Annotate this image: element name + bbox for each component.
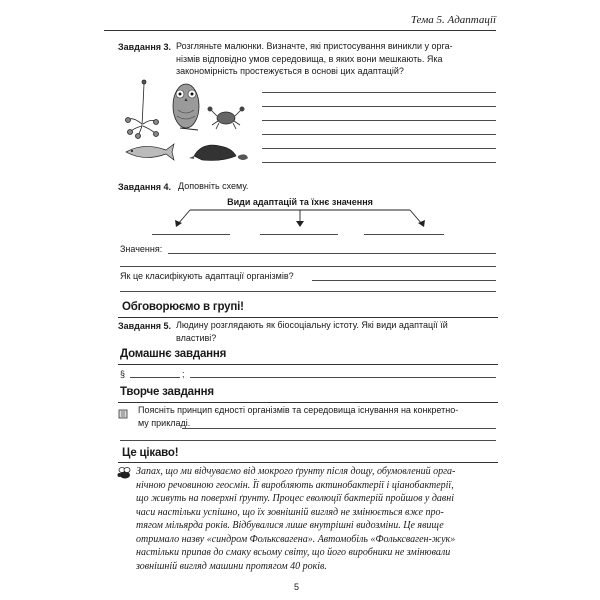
section-rule <box>118 402 498 403</box>
header-rule <box>104 30 496 31</box>
homework-semicolon: ; <box>182 369 185 379</box>
interesting-heading: Це цікаво! <box>122 447 179 459</box>
mole-icon <box>189 145 248 160</box>
interesting-line: зовнішній вигляд машини протягом 40 років. <box>136 560 327 572</box>
interesting-line: Запах, що ми відчуваємо від мокрого ґрунту після дощу, обумовлений орга- <box>136 466 456 477</box>
scheme-blank-right[interactable] <box>364 234 444 235</box>
section-rule <box>118 364 498 365</box>
owl-icon <box>173 84 199 130</box>
answer-line[interactable] <box>262 134 496 135</box>
task3-text <box>176 40 496 78</box>
task3-line: закономірність простежується в основі цих адаптацій? <box>176 66 404 76</box>
creative-text <box>138 404 498 429</box>
task5-line: властиві? <box>176 332 217 343</box>
creative-line: Поясніть принцип єдності організмів та середовища існування на конкретно- <box>138 405 459 415</box>
interesting-line: що живуть на поверхні ґрунту. Процес еволюції бактерій пройшов у давні <box>136 493 455 504</box>
page-header <box>0 0 600 38</box>
paragraph-sign: § <box>120 369 126 379</box>
task3-line: Розгляньте малюнки. Визначте, які пристосування виникли у орга- <box>176 41 453 51</box>
scheme-arrows <box>150 208 450 232</box>
answer-line[interactable] <box>182 428 496 429</box>
answer-line[interactable] <box>262 106 496 107</box>
answer-line[interactable] <box>312 280 496 281</box>
homework-paragraph-blank[interactable] <box>130 377 180 378</box>
fish-icon <box>126 144 174 160</box>
book-icon <box>118 406 128 416</box>
organisms-drawing <box>122 76 252 166</box>
creative-heading: Творче завдання <box>120 386 214 398</box>
answer-line[interactable] <box>120 291 496 292</box>
task4-label: Завдання 4. <box>118 182 172 192</box>
answer-line[interactable] <box>262 92 496 93</box>
interesting-text <box>136 465 502 573</box>
answer-line[interactable] <box>168 253 496 254</box>
answer-line[interactable] <box>262 148 496 149</box>
task5-text <box>176 319 498 344</box>
task3-label: Завдання 3. <box>118 42 172 52</box>
meaning-label: Значення: <box>120 244 163 254</box>
classification-question: Як це класифікують адаптації організмів? <box>120 271 294 281</box>
section-rule <box>118 317 498 318</box>
sundew-plant-icon <box>126 80 159 139</box>
chapter-title: Тема 5. Адаптації <box>410 14 496 26</box>
homework-heading: Домашнє завдання <box>120 348 227 360</box>
answer-line[interactable] <box>120 440 496 441</box>
discuss-heading: Обговорюємо в групі! <box>122 301 244 313</box>
bee-icon-drawing <box>116 466 132 480</box>
section-rule <box>118 462 498 463</box>
interesting-line: тягом мільярда років. Відбувалися лише внутрішні видозміни. Це явище <box>136 520 444 531</box>
interesting-line: отримало назву «синдром Фольксвагена». Автомобіль «Фольксваген-жук» <box>136 533 456 545</box>
homework-tasks-blank[interactable] <box>190 377 496 378</box>
organisms-illustrations <box>122 76 252 166</box>
page-number: 5 <box>294 582 300 592</box>
task3-line: нізмів відповідно умов середовища, в яких вони мешкають. Яка <box>176 53 443 64</box>
crab-icon <box>208 107 245 130</box>
answer-line[interactable] <box>262 120 496 121</box>
scheme-blank-left[interactable] <box>152 234 230 235</box>
book-icon-drawing <box>118 409 128 419</box>
task5-label: Завдання 5. <box>118 321 172 331</box>
task4-text: Доповніть схему. <box>178 181 249 191</box>
task5-line: Людину розглядають як біосоціальну істоту. Які види адаптації їй <box>176 320 448 330</box>
scheme-arrows-drawing <box>150 208 450 232</box>
creative-line: му прикладі. <box>138 417 191 428</box>
bee-icon <box>116 466 132 480</box>
answer-line[interactable] <box>262 162 496 163</box>
interesting-line: часи настільки успішно, що їх зовнішній вигляд не змінюється вже про- <box>136 506 444 518</box>
scheme-blank-center[interactable] <box>260 234 338 235</box>
scheme-title: Види адаптацій та їхнє значення <box>227 197 373 207</box>
interesting-line: настільки припав до смаку всьому світу, що його виробники не змінювали <box>136 547 451 558</box>
interesting-line: нічною речовиною геосмін. Її виробляють актинобактерії і ціанобактерії, <box>136 479 454 491</box>
answer-line[interactable] <box>120 266 496 267</box>
